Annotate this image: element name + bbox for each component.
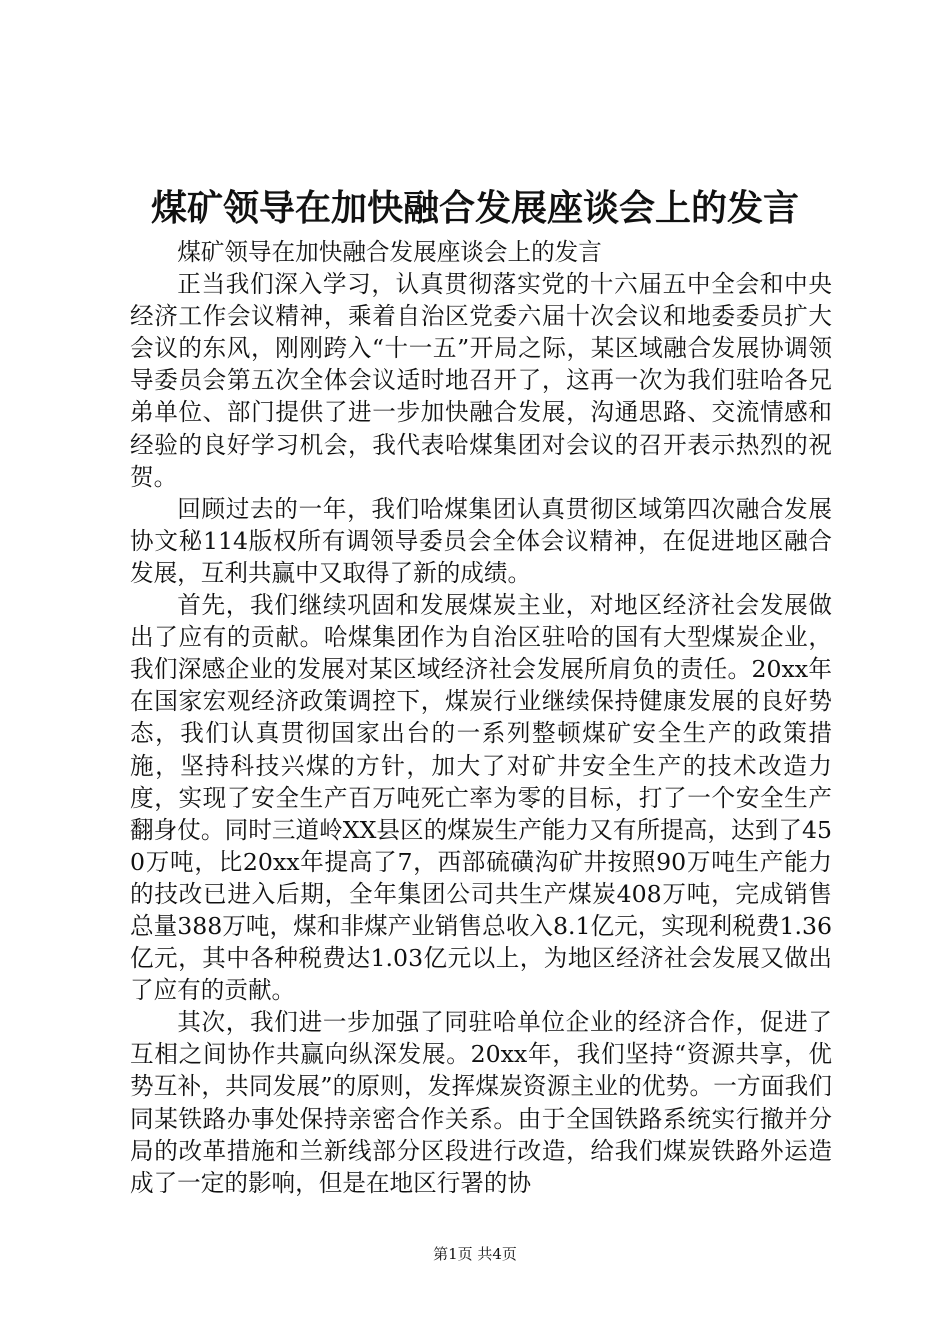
body-paragraph: 首先，我们继续巩固和发展煤炭主业，对地区经济社会发展做出了应有的贡献。哈煤集团作为自治区驻哈的国有大型煤炭企业，我们深感企业的发展对某区域经济社会发展所肩负的责任。20xx年在国家宏观经济政策调控下，煤炭行业继续保持健康发展的良好势态，我们认真贯彻国家出台的一系列整顿煤矿安全生产的政策措施，坚持科技兴煤的方针，加大了对矿井安全生产的技术改造力度，实现了安全生产百万吨死亡率为零的目标，打了一个安全生产翻身仗。同时三道岭XX县区的煤炭生产能力又有所提高，达到了450万吨，比20xx年提高了7，西部硫磺沟矿井按照90万吨生产能力的技改已进入后期，全年集团公司共生产煤炭408万吨，完成销售总量388万吨，煤和非煤产业销售总收入8.1亿元，实现利税费1.36亿元，其中各种税费达1.03亿元以上，为地区经济社会发展又做出了应有的贡献。 <box>130 591 832 1005</box>
page-footer: 第1页 共4页 <box>433 1245 517 1263</box>
document-body <box>130 236 832 1199</box>
body-paragraph: 正当我们深入学习，认真贯彻落实党的十六届五中全会和中央经济工作会议精神，乘着自治区党委六届十次会议和地委委员扩大会议的东风，刚刚跨入“十一五”开局之际，某区域融合发展协调领导委员会第五次全体会议适时地召开了，这再一次为我们驻哈各兄弟单位、部门提供了进一步加快融合发展，沟通思路、交流情感和经验的良好学习机会，我代表哈煤集团对会议的召开表示热烈的祝贺。 <box>130 270 832 491</box>
body-paragraph: 其次，我们进一步加强了同驻哈单位企业的经济合作，促进了互相之间协作共赢向纵深发展。20xx年，我们坚持“资源共享，优势互补，共同发展”的原则，发挥煤炭资源主业的优势。一方面我们同某铁路办事处保持亲密合作关系。由于全国铁路系统实行撤并分局的改革措施和兰新线部分区段进行改造，给我们煤炭铁路外运造成了一定的影响，但是在地区行署的协 <box>130 1008 832 1197</box>
subtitle-paragraph: 煤矿领导在加快融合发展座谈会上的发言 <box>177 238 602 266</box>
body-paragraph: 回顾过去的一年，我们哈煤集团认真贯彻区域第四次融合发展协文秘114版权所有调领导委员会全体会议精神，在促进地区融合发展，互利共赢中又取得了新的成绩。 <box>130 494 832 587</box>
document-title: 煤矿领导在加快融合发展座谈会上的发言 <box>150 187 799 229</box>
